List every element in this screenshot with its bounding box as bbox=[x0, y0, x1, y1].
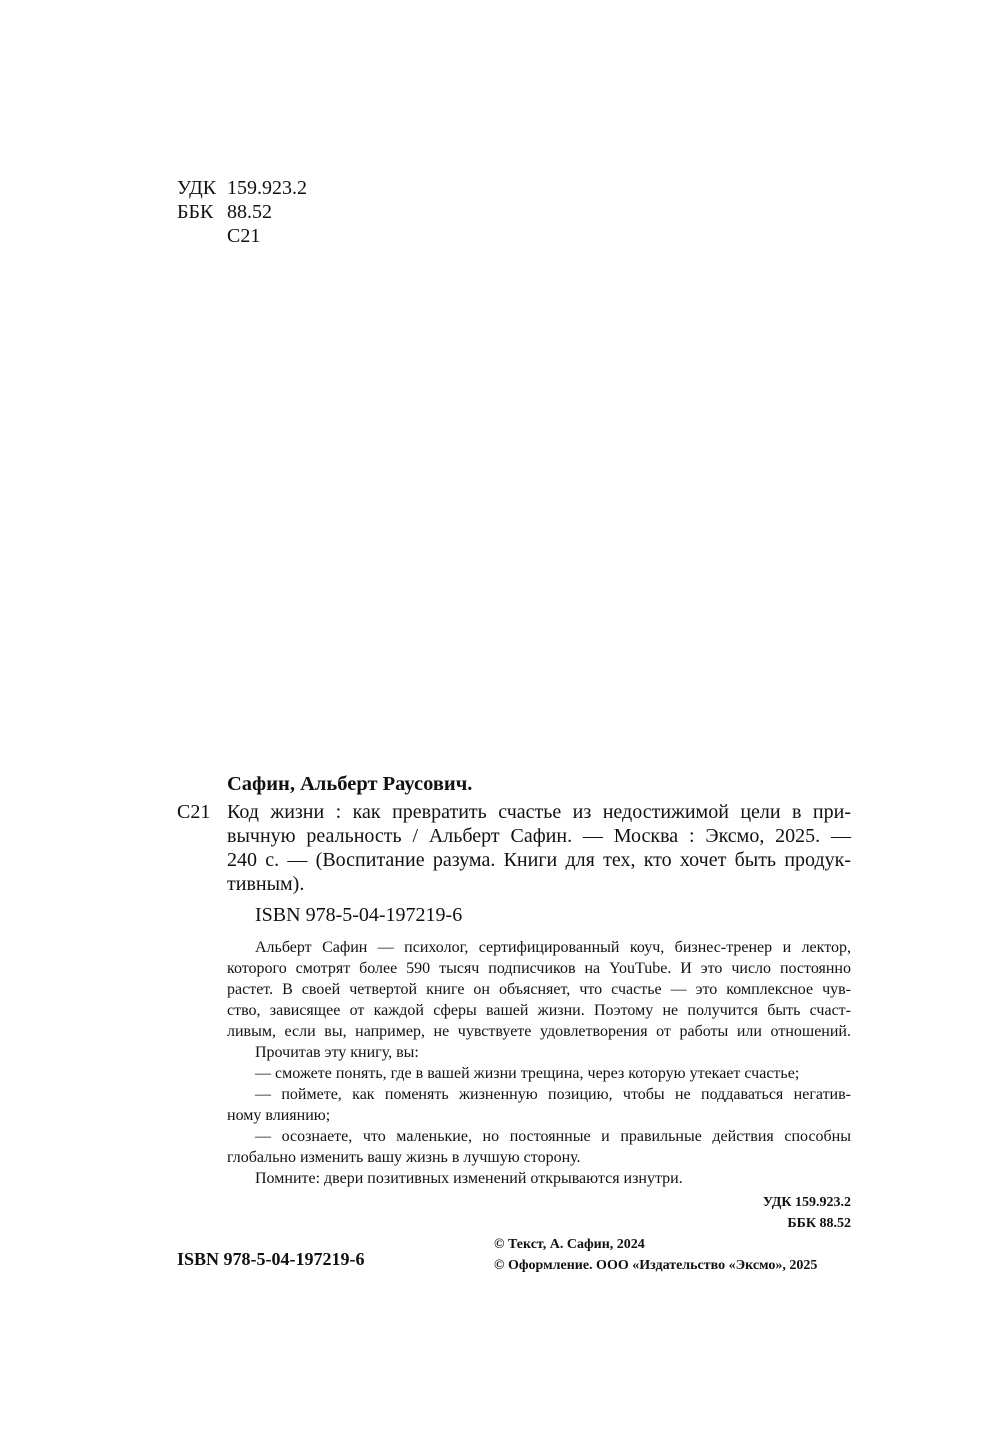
udk-label: УДК bbox=[177, 177, 217, 199]
description-line: 240 с. — (Воспитание разума. Книги для тех, кто хочет быть продук- bbox=[227, 849, 851, 871]
annotation-line: ному влиянию; bbox=[227, 1107, 331, 1124]
footer-isbn: ISBN 978-5-04-197219-6 bbox=[177, 1249, 365, 1269]
record-isbn: ISBN 978-5-04-197219-6 bbox=[255, 904, 463, 926]
author-heading: Сафин, Альберт Раусович. bbox=[227, 773, 473, 795]
annotation-bbk: ББК 88.52 bbox=[787, 1216, 851, 1231]
description-line: Код жизни : как превратить счастье из недостижимой цели в при- bbox=[227, 801, 851, 823]
annotation-line: Помните: двери позитивных изменений открываются изнутри. bbox=[255, 1170, 683, 1187]
annotation-line: ство, зависящее от каждой сферы вашей жизни. Поэтому не получится быть счаст- bbox=[227, 1002, 851, 1019]
udk-code: 159.923.2 bbox=[227, 177, 307, 199]
description-line: вычную реальность / Альберт Сафин. — Москва : Эксмо, 2025. — bbox=[227, 825, 851, 847]
copyright-design: © Оформление. ООО «Издательство «Эксмо», 2025 bbox=[494, 1258, 818, 1273]
record-author-sign: С21 bbox=[177, 801, 211, 823]
annotation-line: Прочитав эту книгу, вы: bbox=[255, 1044, 419, 1061]
annotation-line: растет. В своей четвертой книге он объясняет, что счастье — это комплексное чув- bbox=[227, 981, 851, 998]
annotation-line: Альберт Сафин — психолог, сертифицированный коуч, бизнес-тренер и лектор, bbox=[255, 939, 851, 956]
copyright-text: © Текст, А. Сафин, 2024 bbox=[494, 1237, 645, 1252]
bbk-label: ББК bbox=[177, 201, 214, 223]
annotation-line: — поймете, как поменять жизненную позицию, чтобы не поддаваться негатив- bbox=[255, 1086, 851, 1103]
annotation-line: глобально изменить вашу жизнь в лучшую сторону. bbox=[227, 1149, 581, 1166]
annotation-line: ливым, если вы, например, не чувствуете удовлетворения от работы или отношений. bbox=[227, 1023, 851, 1040]
author-sign: С21 bbox=[227, 225, 261, 247]
bbk-code: 88.52 bbox=[227, 201, 272, 223]
description-line: тивным). bbox=[227, 873, 305, 895]
annotation-udk: УДК 159.923.2 bbox=[762, 1195, 851, 1210]
annotation-line: которого смотрят более 590 тысяч подписчиков на YouTube. И это число постоянно bbox=[227, 960, 851, 977]
annotation-line: — сможете понять, где в вашей жизни трещина, через которую утекает счастье; bbox=[255, 1065, 800, 1082]
annotation-line: — осознаете, что маленькие, но постоянные и правильные действия способны bbox=[255, 1128, 851, 1145]
